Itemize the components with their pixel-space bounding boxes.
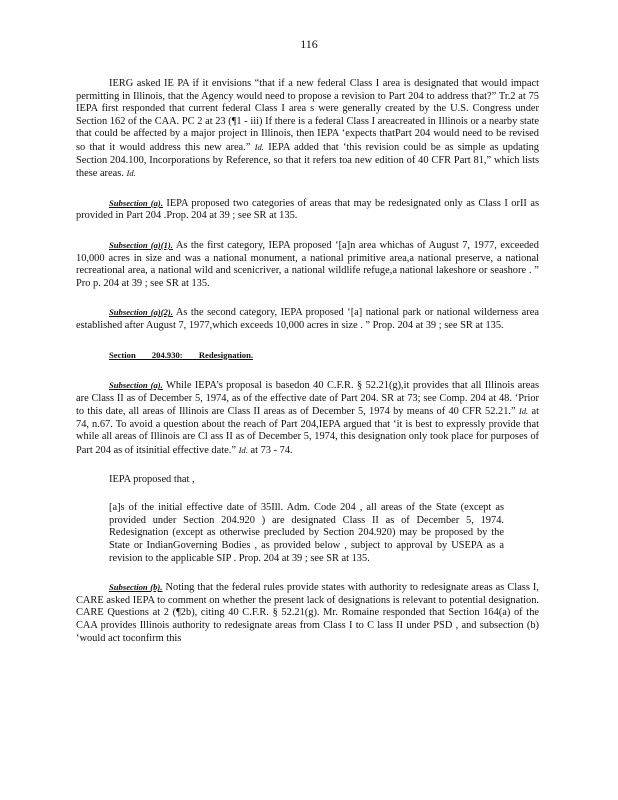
page-number: 116 (300, 37, 318, 51)
citation-id: Id. (238, 445, 248, 456)
paragraph-text: As the second category, IEPA proposed ‘[a] national park or national wilderness area established after August 7, 1977,which exceeds 10,000 acres in size . ” Prop. 204 at 39 ; see SR at 135. (76, 307, 539, 331)
citation-id: Id. (254, 141, 264, 152)
subsection-heading: Subsection (a)(1). (109, 239, 173, 250)
document-body (76, 78, 539, 661)
paragraph-930-subsection-a (76, 379, 539, 458)
paragraph-text: IEPA proposed two categories of areas that may be redesignated only as Class I orII as provided in Part 204 .Prop. 204 at 39 ; see SR at 135. (76, 197, 540, 222)
subsection-heading: Subsection (a). (109, 197, 163, 208)
block-quote: [a]s of the initial effective date of 35Ill. Adm. Code 204 , all areas of the State (except as provided under Section 204.920 ) are designated Class II as of December 5, 1974. Redesignation (except as otherwise precluded by Section 204.920) may be proposed by the State or IndianGoverning Bodies , as provided below , subject to approval by USEPA as a revision to the applicable SIP . Prop. 204 at 39 ; see SR at 135. (109, 502, 504, 564)
paragraph-ierg-question (76, 78, 539, 181)
paragraph-text: Noting that the federal rules provide states with authority to redesignate areas as Class I, CARE asked IEPA to comment on whether the present lack of designations is relevant to potential designation. CARE Questions at 2 (¶2b), citing 40 C.F.R. § 52.21(g). Mr. Romaine responded that Section 164(a) of the CAA provides Illinois authority to redesignate areas from Class I to C lass II under PSD , and subsection (b) ‘would act toconfirm this (76, 582, 539, 644)
paragraph-subsection-a1 (76, 239, 539, 290)
paragraph-subsection-a (76, 197, 539, 223)
paragraph-text: IERG asked IE PA if it envisions “that if a new federal Class I area is designated that would impact permitting in Illinois, that the Agency would need to propose a revision to Part 204 to address that?” Tr.2 at 75 IEPA first responded that current federal Class I area s were generally created by the U.S. Congress under Section 162 of the CAA. PC 2 at 23 (¶1 - iii) If there is a federal Class I areacreated in Illinois or a nearby state that could be affected by a major project in Illinois, then IEPA ‘expects thatPart 204 would need to be revised so that it would address this new area.” (76, 78, 539, 153)
section-heading: Section 204.930: Redesignation. (109, 349, 254, 360)
citation-id: Id. (126, 168, 136, 179)
paragraph-text: at 74, n.67. To avoid a question about the reach of Part 204,IEPA argued that ‘it is best to expressly provide that while all areas of Illinois are Cl ass II as of December 5, 1974, this designation only took place for purposes of Part 204 as of itsinitial effective date.” (76, 406, 539, 457)
paragraph-text: IEPA added that ‘this revision could be as simple as updating Section 204.100, Incorporations by Reference, so that it refers toa new edition of 40 CFR Part 81,” which lists these areas. (76, 141, 539, 180)
paragraph-text: As the first category, IEPA proposed ‘[a]n area whichas of August 7, 1977, exceeded 10,000 acres in size and was a national monument, a national primitive area,a national preserve, a national recreational area, a national wild and scenicriver, a national wildlife refuge,a national lakeshore or seashore . ” Pro p. 204 at 39 ; see SR at 135. (76, 239, 539, 289)
paragraph-text: at 73 - 74. (250, 445, 293, 457)
subsection-heading: Subsection (a). (109, 380, 163, 391)
subsection-heading: Subsection (b). (109, 582, 163, 593)
citation-id: Id. (518, 406, 529, 417)
paragraph-text: While IEPA’s proposal is basedon 40 C.F.R. § 52.21(g),it provides that all Illinois areas are Class II as of December 5, 1974, as of the effective date of Part 204. SR at 73; see Comp. 204 at 48. ‘Prior to this date, all areas of Illinois are Class II areas as of December 5, 1974 by means of 40 CFR 52.21.” (76, 380, 539, 418)
subsection-heading: Subsection (a)(2). (109, 307, 173, 318)
paragraph-iepa-proposed: IEPA proposed that , (109, 473, 195, 485)
paragraph-930-subsection-b (76, 581, 539, 645)
paragraph-subsection-a2 (76, 306, 539, 332)
